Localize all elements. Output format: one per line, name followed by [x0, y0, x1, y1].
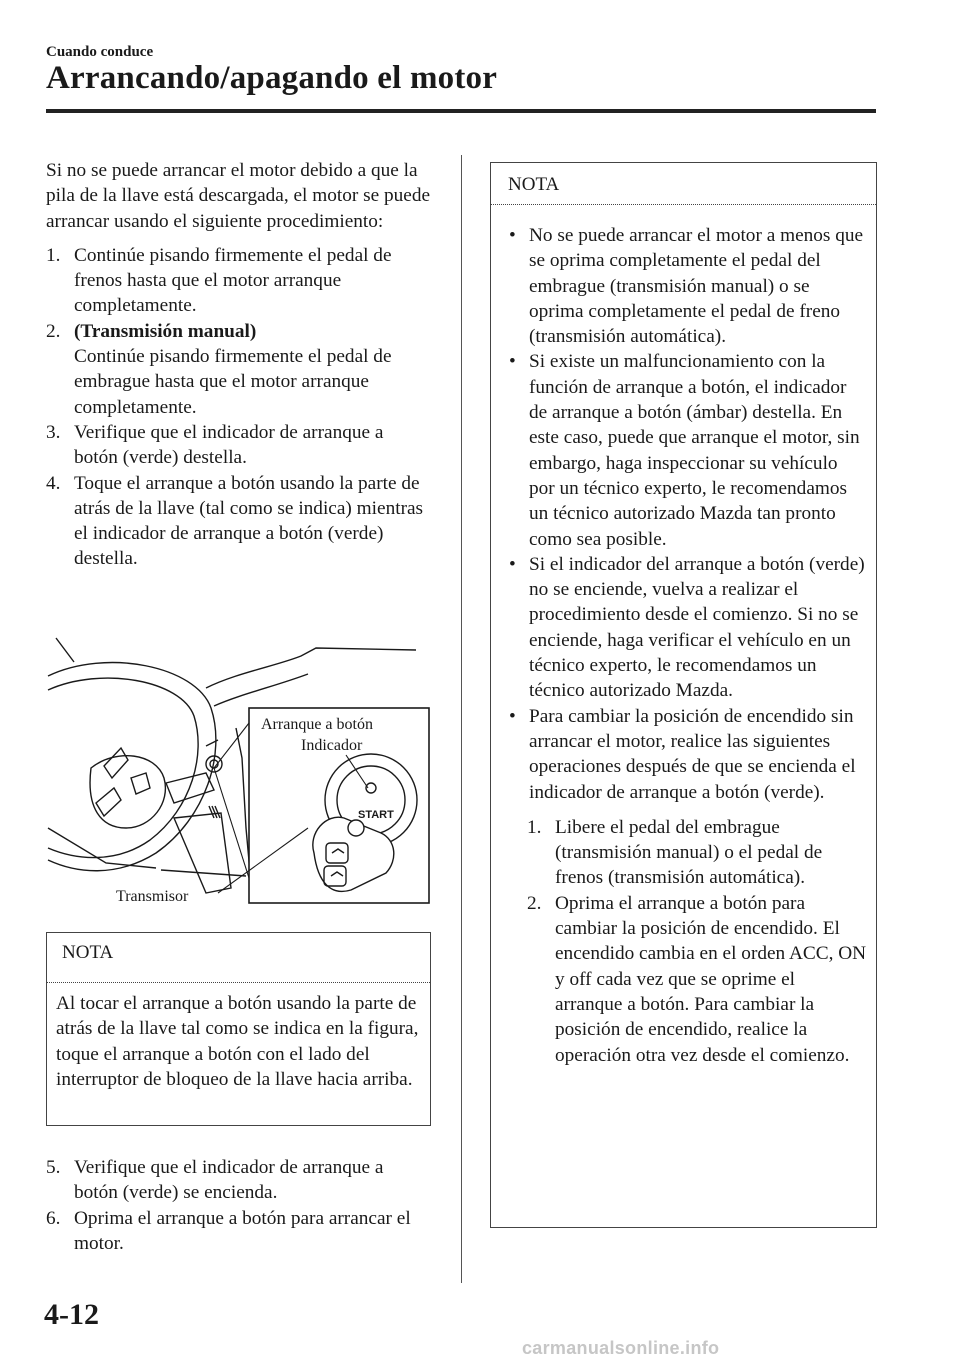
label-indicator-1: Arranque a botón — [261, 716, 373, 733]
note-bullet — [505, 349, 867, 551]
column-divider — [461, 155, 462, 1283]
step-text: Continúe pisando firmemente el pedal de embrague hasta que el motor arranque completamente. — [74, 346, 392, 418]
steps-list — [46, 243, 431, 572]
start-label: START — [358, 809, 394, 821]
substep-item — [527, 815, 867, 891]
step-number: 2. — [46, 320, 61, 342]
figure-dashboard — [46, 628, 431, 918]
label-transmitter: Transmisor — [116, 888, 189, 905]
substep-text: Libere el pedal del embrague (transmisión manual) o el pedal de frenos (transmisión automática). — [555, 816, 823, 889]
step-number: 5. — [46, 1157, 61, 1178]
note-bullets — [505, 223, 867, 1068]
note-text: Al tocar el arranque a botón usando la parte de atrás de la llave tal como se indica en la figura, toque el arranque a botón con el lado del interruptor de bloqueo de la llave hacia arriba. — [56, 993, 419, 1090]
bullet-dot: • — [509, 705, 516, 727]
step-item — [46, 319, 431, 420]
substep-number: 1. — [527, 816, 542, 838]
page-number: 4-12 — [44, 1298, 99, 1331]
steps-list-continued — [46, 1155, 431, 1256]
step-item — [46, 471, 431, 572]
note-bullet — [505, 552, 867, 704]
bullet-text: Si existe un malfuncionamiento con la función de arranque a botón, el indicador de arranque a botón (ámbar) destella. En este caso, puede que arranque el motor, sin embargo, haga inspeccionar su vehículo por un técnico experto, le recomendamos un técnico autorizado Mazda tan pronto como sea posible. — [529, 351, 860, 550]
bullet-text: Para cambiar la posición de encendido sin arrancar el motor, realice las siguientes operaciones después de que se encienda el indicador de arranque a botón (verde). — [529, 705, 856, 803]
dashboard-illustration — [46, 628, 431, 918]
note-bullet — [505, 223, 867, 349]
note-title: NOTA — [508, 174, 560, 195]
bullet-dot: • — [509, 553, 516, 575]
bullet-text: No se puede arrancar el motor a menos que se oprima completamente el pedal del embrague (transmisión manual) o se oprima completamente el pedal de freno (transmisión automática). — [529, 225, 864, 348]
note-title: NOTA — [62, 942, 114, 963]
substep-number: 2. — [527, 892, 542, 914]
header-rule — [46, 109, 876, 113]
footer-watermark: carmanualsonline.info — [522, 1338, 720, 1358]
note-rule — [491, 204, 876, 205]
left-column — [46, 158, 431, 572]
step-number: 3. — [46, 421, 61, 443]
intro-paragraph: Si no se puede arrancar el motor debido a que la pila de la llave está descargada, el motor se puede arrancar usando el siguiente procedimiento: — [46, 160, 431, 232]
substep-item — [527, 891, 867, 1068]
step-item — [46, 1155, 431, 1206]
step-item — [46, 1206, 431, 1257]
page-title: Arrancando/apagando el motor — [46, 60, 498, 96]
step-number: 6. — [46, 1207, 61, 1229]
step-item — [46, 420, 431, 471]
step-heading: (Transmisión manual) — [74, 320, 257, 342]
bullet-text: Si el indicador del arranque a botón (verde) no se enciende, vuelva a realizar el procedimiento desde el comienzo. Si no se enciende, haga verificar el vehículo en un técnico experto, le recomendamos un técnico autorizado Mazda. — [529, 553, 865, 702]
label-indicator-2: Indicador — [301, 737, 363, 754]
step-text: Oprima el arranque a botón para arrancar el motor. — [74, 1207, 411, 1254]
step-text: Toque el arranque a botón usando la parte de atrás de la llave (tal como se indica) mientras el indicador de arranque a botón (verde) destella. — [74, 472, 424, 570]
note-rule — [47, 982, 430, 983]
step-item — [46, 243, 431, 319]
step-number: 4. — [46, 472, 61, 494]
note-substeps — [505, 815, 867, 1068]
section-label: Cuando conduce — [46, 44, 154, 60]
bullet-dot: • — [509, 351, 516, 373]
step-text: Verifique que el indicador de arranque a botón (verde) se encienda. — [74, 1157, 384, 1204]
substep-text: Oprima el arranque a botón para cambiar la posición de encendido. El encendido cambia en el orden ACC, ON y off cada vez que se oprime el arranque a botón. Para cambiar la posición de encendido, realice la operación otra vez desde el comienzo. — [555, 892, 867, 1066]
note-box-left — [46, 932, 431, 1126]
step-text: Continúe pisando firmemente el pedal de frenos hasta que el motor arranque completamente. — [74, 244, 392, 317]
step-text: Verifique que el indicador de arranque a botón (verde) destella. — [74, 421, 384, 469]
step-number: 1. — [46, 244, 61, 266]
bullet-dot: • — [509, 225, 516, 246]
note-bullet — [505, 704, 867, 805]
note-box-right — [490, 162, 877, 1228]
